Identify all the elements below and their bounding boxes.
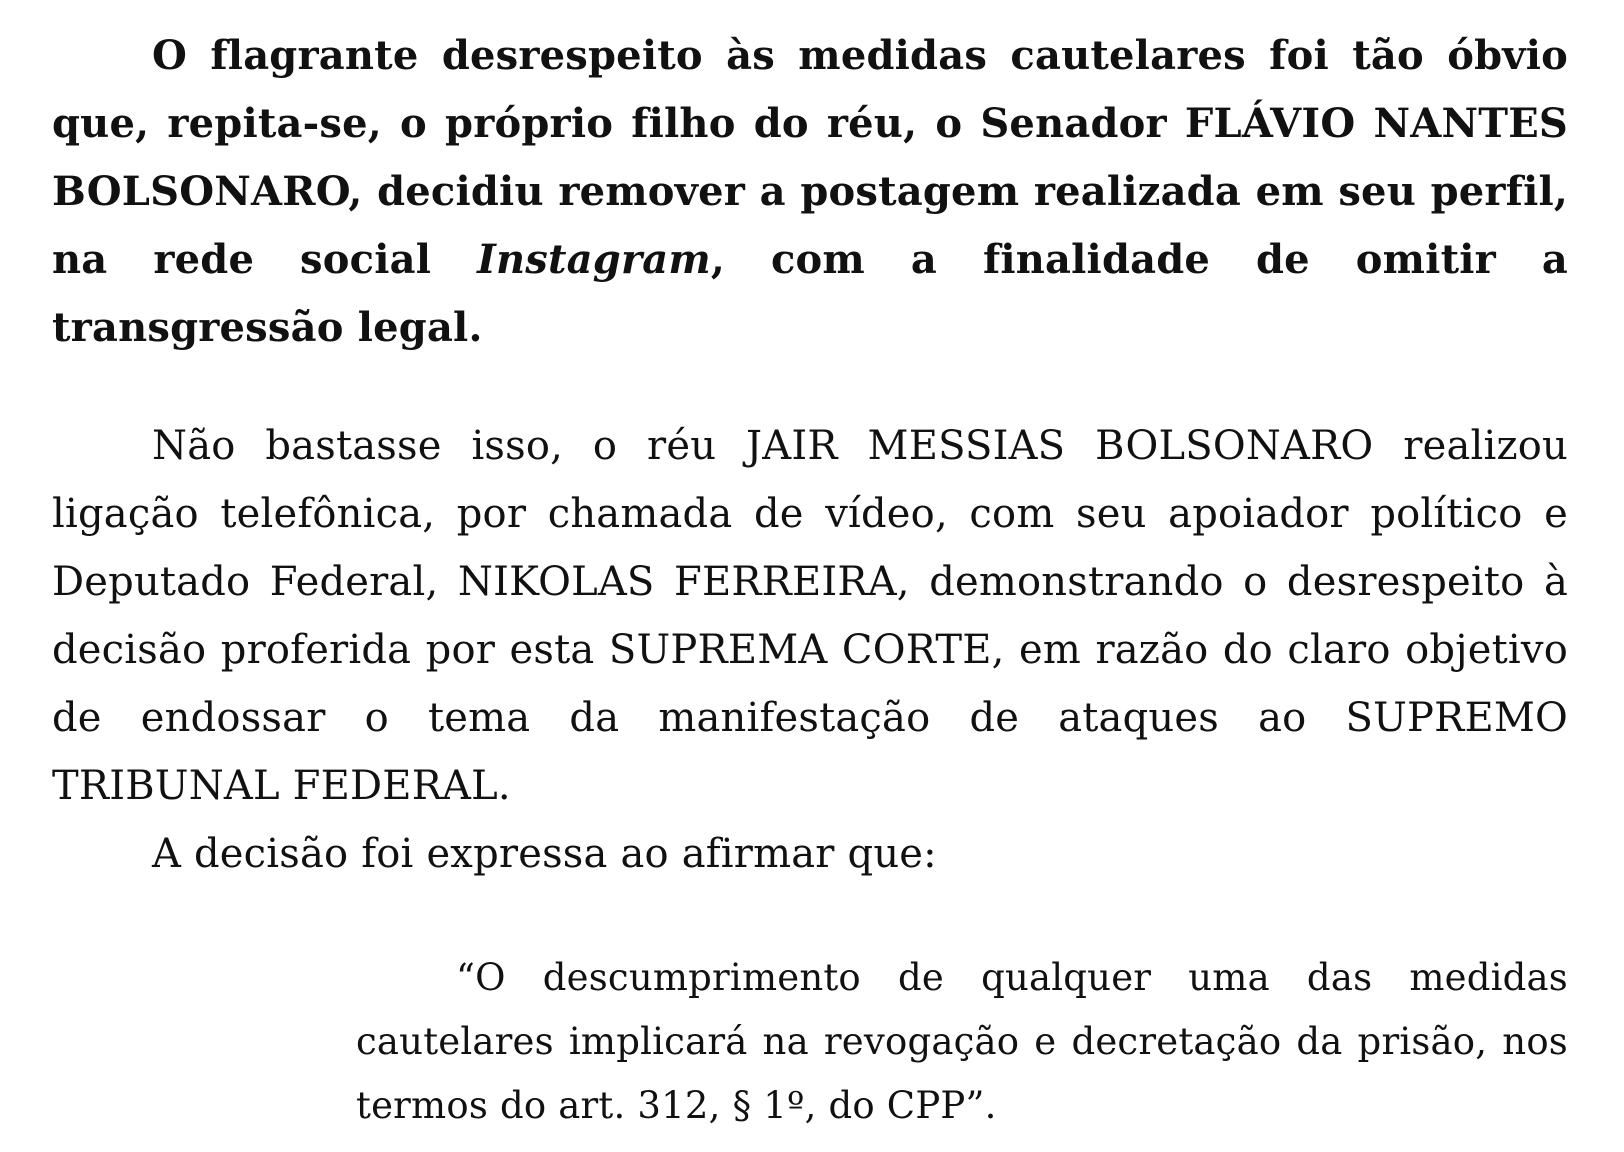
paragraph-1-text-a: O flagrante desrespeito às medidas cautelares foi tão óbvio que, repita-se, o próprio filho do réu, o Senador FLÁVIO NANTES BOLSONARO, decidiu remover a postagem realizada em seu perfil, na rede social: [52, 32, 1568, 283]
paragraph-decision-intro: A decisão foi expressa ao afirmar que:: [152, 831, 937, 877]
block-quote: “O descumprimento de qualquer uma das medidas cautelares implicará na revogação e decretação da prisão, nos termos do art. 312, § 1º, do CPP”.: [356, 956, 1568, 1127]
document-page: [52, 22, 1568, 1138]
paragraph-1-text-b: , com a finalidade de omitir a transgressão legal.: [52, 236, 1568, 351]
paragraph-video-call: Não bastasse isso, o réu JAIR MESSIAS BOLSONARO realizou ligação telefônica, por chamada de vídeo, com seu apoiador político e Deputado Federal, NIKOLAS FERREIRA, demonstrando o desrespeito à decisão proferida por esta SUPREMA CORTE, em razão do claro objetivo de endossar o tema da manifestação de ataques ao SUPREMO TRIBUNAL FEDERAL.: [52, 423, 1568, 809]
paragraph-flagrant-disrespect: [52, 22, 1568, 362]
paragraph-1-italic: Instagram: [477, 236, 711, 283]
